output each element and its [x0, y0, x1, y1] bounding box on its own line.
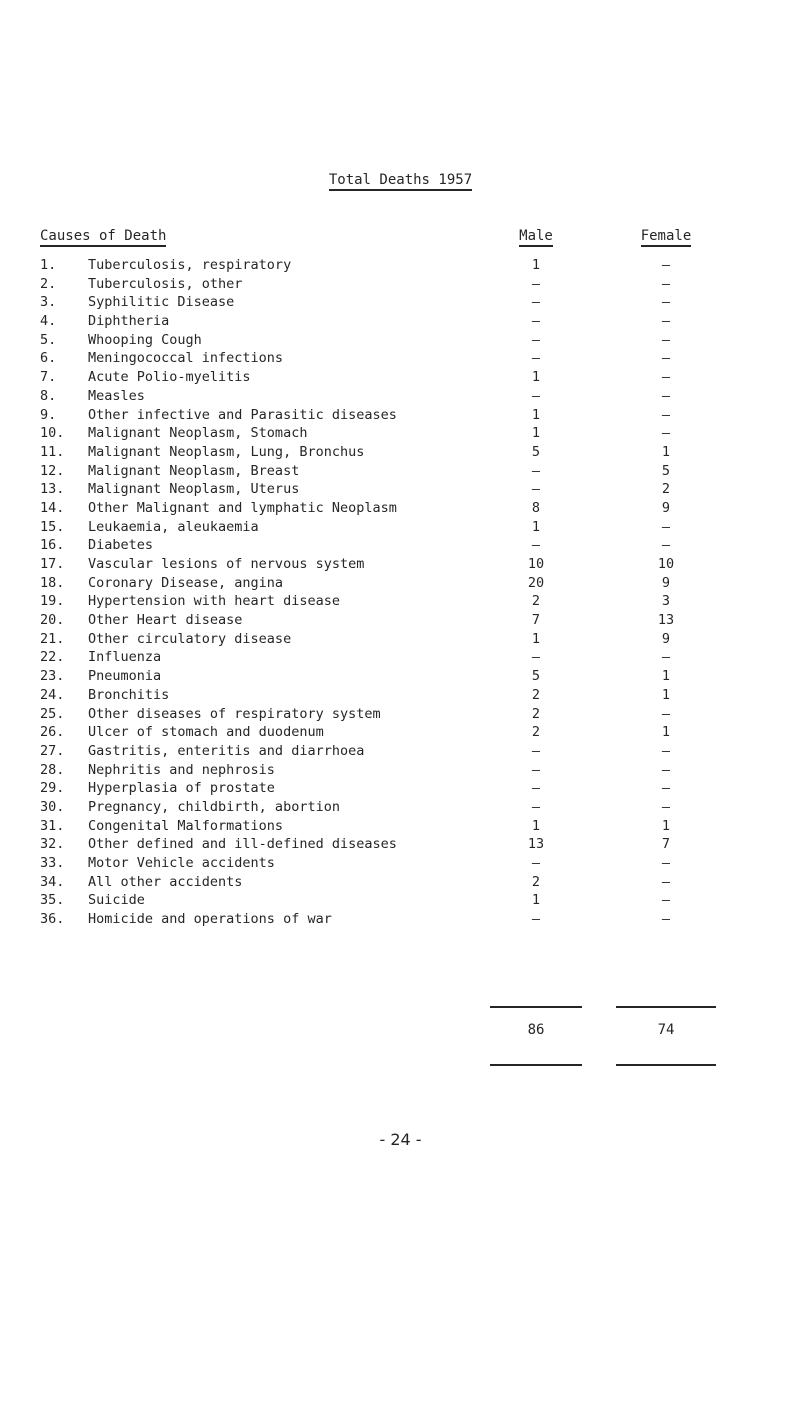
male-count: 1: [531, 892, 541, 909]
male-count: 13: [527, 836, 545, 853]
male-count: –: [531, 387, 541, 404]
male-subtotal-rule: [490, 1006, 582, 1008]
table-row: [0, 406, 801, 425]
table-row: [0, 817, 801, 836]
table-row: [0, 518, 801, 537]
male-count: 2: [531, 593, 541, 610]
table-row: [0, 331, 801, 350]
row-number: 29.: [40, 780, 65, 797]
female-count: –: [661, 369, 671, 386]
table-row: [0, 723, 801, 742]
table-row: [0, 891, 801, 910]
male-count: –: [531, 742, 541, 759]
female-count: 10: [657, 556, 675, 572]
male-count: 2: [531, 873, 541, 890]
table-row: [0, 275, 801, 294]
row-number: 10.: [40, 425, 65, 442]
row-number: 25.: [40, 705, 65, 722]
cause-name: Diphtheria: [88, 313, 170, 330]
total-female: 74: [657, 1022, 675, 1038]
row-number: 16.: [40, 537, 65, 554]
male-count: 5: [531, 443, 541, 460]
total-male: 86: [527, 1022, 545, 1038]
cause-name: Ulcer of stomach and duodenum: [88, 724, 324, 741]
male-count: –: [531, 313, 541, 330]
cause-name: Congenital Malformations: [88, 817, 284, 834]
cause-name: Gastritis, enteritis and diarrhoea: [88, 742, 365, 759]
table-row: [0, 705, 801, 724]
cause-name: Whooping Cough: [88, 331, 202, 348]
row-number: 34.: [40, 873, 65, 890]
male-count: 5: [531, 668, 541, 685]
female-count: –: [661, 331, 671, 348]
cause-name: Vascular lesions of nervous system: [88, 556, 365, 572]
female-count: 13: [657, 612, 675, 629]
male-count: 1: [531, 406, 541, 423]
row-number: 21.: [40, 630, 65, 647]
female-count: –: [661, 518, 671, 535]
female-count: 1: [661, 724, 671, 741]
row-number: 31.: [40, 817, 65, 834]
male-count: 1: [531, 425, 541, 442]
male-count: –: [531, 294, 541, 311]
cause-name: Acute Polio-myelitis: [88, 369, 251, 386]
cause-name: Influenza: [88, 649, 162, 666]
female-count: 9: [661, 630, 671, 647]
row-number: 15.: [40, 518, 65, 535]
male-count: –: [531, 331, 541, 348]
male-count: 2: [531, 686, 541, 703]
row-number: 33.: [40, 855, 65, 871]
cause-name: Malignant Neoplasm, Breast: [88, 462, 300, 479]
table-row: [0, 835, 801, 854]
female-count: –: [661, 294, 671, 311]
row-number: 32.: [40, 836, 65, 853]
cause-name: Other diseases of respiratory system: [88, 705, 381, 722]
female-count: 2: [661, 481, 671, 498]
row-number: 17.: [40, 556, 65, 572]
cause-name: Tuberculosis, respiratory: [88, 257, 292, 273]
female-count: –: [661, 649, 671, 666]
male-count: –: [531, 649, 541, 666]
table-row: [0, 686, 801, 705]
row-number: 7.: [40, 369, 57, 386]
table-row: [0, 910, 801, 929]
female-count: –: [661, 313, 671, 330]
table-row: [0, 387, 801, 406]
row-number: 20.: [40, 612, 65, 629]
cause-name: Pregnancy, childbirth, abortion: [88, 798, 340, 815]
male-count: 7: [531, 612, 541, 629]
male-count: 1: [531, 518, 541, 535]
table-row: [0, 368, 801, 387]
cause-name: Other defined and ill-defined diseases: [88, 836, 397, 853]
male-count: –: [531, 350, 541, 367]
row-number: 1.: [40, 257, 57, 273]
cause-name: Nephritis and nephrosis: [88, 761, 275, 778]
table-row: [0, 443, 801, 462]
cause-name: Hyperplasia of prostate: [88, 780, 275, 797]
male-count: –: [531, 780, 541, 797]
female-count: –: [661, 387, 671, 404]
female-count: –: [661, 780, 671, 797]
female-count: –: [661, 350, 671, 367]
causes-table: [0, 256, 801, 929]
table-row: [0, 256, 801, 275]
female-count: 5: [661, 462, 671, 479]
female-total-rule: [616, 1064, 716, 1066]
male-count: 1: [531, 369, 541, 386]
table-row: [0, 536, 801, 555]
male-count: 2: [531, 705, 541, 722]
female-count: 7: [661, 836, 671, 853]
cause-name: Tuberculosis, other: [88, 275, 243, 292]
male-count: 20: [527, 574, 545, 591]
row-number: 19.: [40, 593, 65, 610]
female-count: –: [661, 742, 671, 759]
female-count: 3: [661, 593, 671, 610]
cause-name: Bronchitis: [88, 686, 170, 703]
male-count: –: [531, 275, 541, 292]
cause-name: Malignant Neoplasm, Stomach: [88, 425, 308, 442]
cause-name: Other infective and Parasitic diseases: [88, 406, 397, 423]
male-count: –: [531, 798, 541, 815]
table-row: [0, 873, 801, 892]
male-count: 10: [527, 556, 545, 572]
table-row: [0, 574, 801, 593]
cause-name: Meningococcal infections: [88, 350, 284, 367]
female-count: –: [661, 537, 671, 554]
male-count: 1: [531, 257, 541, 273]
row-number: 28.: [40, 761, 65, 778]
male-count: 8: [531, 499, 541, 516]
header-causes-label: Causes of Death: [40, 228, 166, 247]
female-count: 1: [661, 686, 671, 703]
row-number: 9.: [40, 406, 57, 423]
male-count: 1: [531, 630, 541, 647]
cause-name: Suicide: [88, 892, 145, 909]
cause-name: Diabetes: [88, 537, 154, 554]
header-male: [490, 228, 582, 244]
female-subtotal-rule: [616, 1006, 716, 1008]
row-number: 30.: [40, 798, 65, 815]
row-number: 5.: [40, 331, 57, 348]
female-count: –: [661, 275, 671, 292]
table-row: [0, 648, 801, 667]
table-row: [0, 424, 801, 443]
row-number: 27.: [40, 742, 65, 759]
header-female-label: Female: [641, 228, 692, 247]
female-count: 1: [661, 443, 671, 460]
male-count: 2: [531, 724, 541, 741]
table-row: [0, 779, 801, 798]
cause-name: Malignant Neoplasm, Lung, Bronchus: [88, 443, 365, 460]
table-row: [0, 630, 801, 649]
female-count: 1: [661, 817, 671, 834]
table-row: [0, 854, 801, 873]
female-count: –: [661, 705, 671, 722]
female-count: –: [661, 425, 671, 442]
page-title: [0, 172, 801, 188]
row-number: 13.: [40, 481, 65, 498]
row-number: 26.: [40, 724, 65, 741]
male-count: –: [531, 537, 541, 554]
female-count: –: [661, 761, 671, 778]
table-row: [0, 480, 801, 499]
table-row: [0, 349, 801, 368]
row-number: 18.: [40, 574, 65, 591]
header-male-label: Male: [519, 228, 553, 247]
row-number: 3.: [40, 294, 57, 311]
cause-name: Other circulatory disease: [88, 630, 292, 647]
table-row: [0, 462, 801, 481]
male-count: –: [531, 911, 541, 928]
female-count: –: [661, 855, 671, 871]
table-row: [0, 312, 801, 331]
row-number: 6.: [40, 350, 57, 367]
cause-name: Pneumonia: [88, 668, 162, 685]
table-row: [0, 742, 801, 761]
table-row: [0, 667, 801, 686]
female-count: –: [661, 798, 671, 815]
row-number: 22.: [40, 649, 65, 666]
cause-name: Measles: [88, 387, 145, 404]
table-row: [0, 761, 801, 780]
row-number: 4.: [40, 313, 57, 330]
table-row: [0, 555, 801, 574]
row-number: 8.: [40, 387, 57, 404]
cause-name: Other Heart disease: [88, 612, 243, 629]
male-count: –: [531, 855, 541, 871]
row-number: 23.: [40, 668, 65, 685]
female-count: –: [661, 406, 671, 423]
row-number: 11.: [40, 443, 65, 460]
table-row: [0, 611, 801, 630]
row-number: 24.: [40, 686, 65, 703]
male-total-rule: [490, 1064, 582, 1066]
table-row: [0, 499, 801, 518]
cause-name: Leukaemia, aleukaemia: [88, 518, 259, 535]
female-count: –: [661, 892, 671, 909]
female-count: 9: [661, 574, 671, 591]
male-count: –: [531, 462, 541, 479]
row-number: 35.: [40, 892, 65, 909]
cause-name: All other accidents: [88, 873, 243, 890]
cause-name: Other Malignant and lymphatic Neoplasm: [88, 499, 397, 516]
male-count: –: [531, 761, 541, 778]
cause-name: Malignant Neoplasm, Uterus: [88, 481, 300, 498]
cause-name: Motor Vehicle accidents: [88, 855, 275, 871]
row-number: 14.: [40, 499, 65, 516]
header-female: [616, 228, 716, 244]
cause-name: Syphilitic Disease: [88, 294, 235, 311]
page-number: - 24 -: [379, 1130, 422, 1149]
male-count: –: [531, 481, 541, 498]
male-count: 1: [531, 817, 541, 834]
page-title-text: Total Deaths 1957: [329, 172, 472, 191]
header-causes: [40, 228, 166, 244]
row-number: 2.: [40, 275, 57, 292]
female-count: 9: [661, 499, 671, 516]
female-count: –: [661, 911, 671, 928]
row-number: 12.: [40, 462, 65, 479]
table-row: [0, 293, 801, 312]
cause-name: Hypertension with heart disease: [88, 593, 340, 610]
table-row: [0, 798, 801, 817]
row-number: 36.: [40, 911, 65, 928]
female-count: –: [661, 257, 671, 273]
cause-name: Homicide and operations of war: [88, 911, 332, 928]
female-count: 1: [661, 668, 671, 685]
female-count: –: [661, 873, 671, 890]
cause-name: Coronary Disease, angina: [88, 574, 284, 591]
table-row: [0, 592, 801, 611]
